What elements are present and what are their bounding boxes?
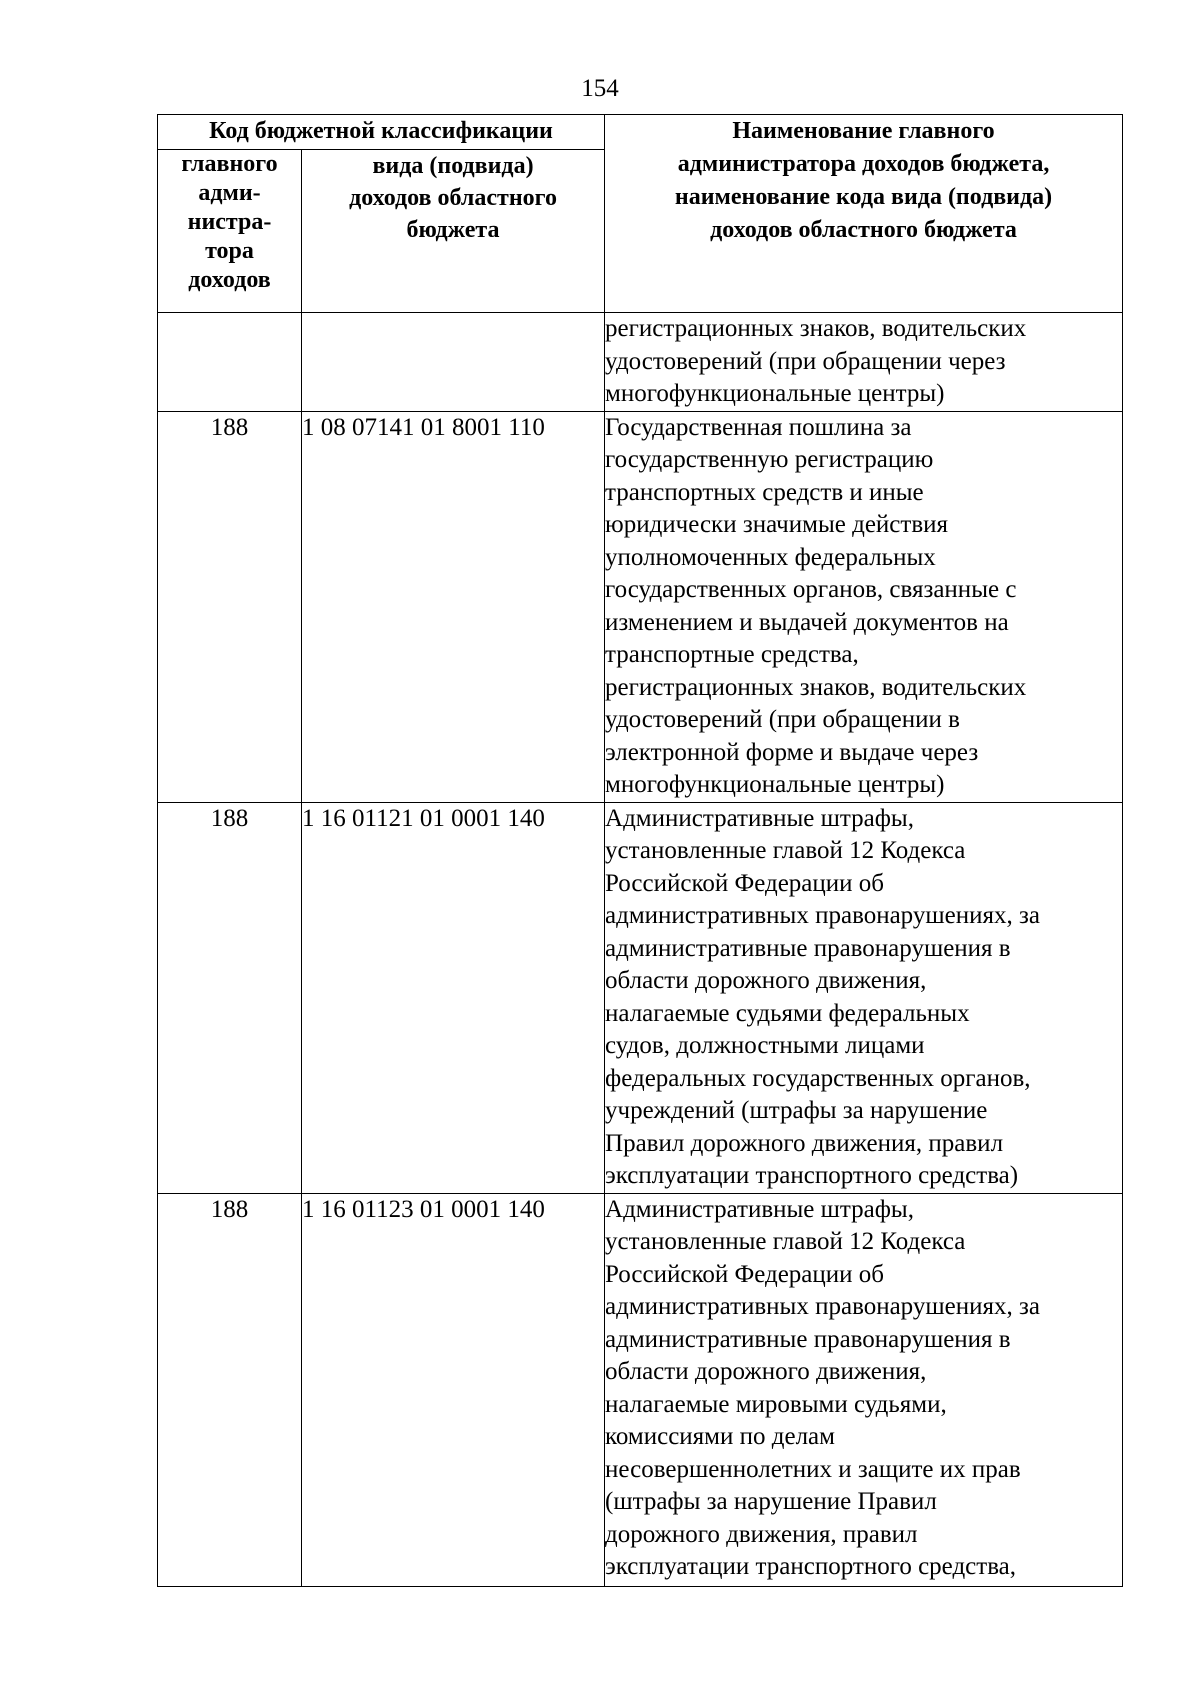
revenue-name-line: Российской Федерации об (605, 1260, 885, 1288)
revenue-name-line: транспортные средства, (605, 641, 859, 668)
table-row (158, 1193, 1123, 1586)
revenue-name-line: дорожного движения, правил (605, 1520, 918, 1548)
revenue-name-line: электронной форме и выдаче через (605, 738, 979, 766)
revenue-name-line: области дорожного движения, (605, 967, 927, 994)
revenue-name-line: судов, должностными лицами (605, 1032, 925, 1059)
revenue-name-line: юридически значимые действия (605, 511, 948, 538)
revenue-code-cell: 1 08 07141 01 8001 110 (302, 411, 605, 802)
revenue-name-line: удостоверений (при обращении в (605, 706, 960, 733)
revenue-name-line: многофункциональные центры) (605, 380, 945, 407)
header-admin-line: тора (205, 238, 254, 264)
revenue-name-line: административные правонарушения в (605, 1325, 1011, 1353)
revenue-name-line: эксплуатации транспортного средства) (605, 1162, 1019, 1189)
revenue-name-line: установленные главой 12 Кодекса (605, 1228, 966, 1255)
table-row (158, 802, 1123, 1193)
revenue-code-cell: 1 16 01123 01 0001 140 (302, 1193, 605, 1586)
table-header (158, 115, 1123, 313)
header-name-line: Наименование главного (732, 118, 995, 144)
revenue-name-line: (штрафы за нарушение Правил (605, 1488, 937, 1515)
page-number: 154 (581, 75, 619, 102)
revenue-name-line: государственную регистрацию (605, 446, 934, 473)
revenue-name-line: уполномоченных федеральных (605, 543, 936, 571)
revenue-code-cell: 1 16 01121 01 0001 140 (302, 802, 605, 1193)
revenue-name-line: удостоверений (при обращении через (605, 347, 1006, 375)
header-name-line: администратора доходов бюджета, (677, 151, 1050, 177)
admin-code-cell: 188 (158, 1193, 302, 1586)
revenue-name-line: регистрационных знаков, водительских (605, 673, 1027, 701)
header-admin-line: нистра- (187, 209, 272, 235)
revenue-name-line: административных правонарушениях, за (605, 902, 1040, 929)
header-name-line: наименование кода вида (подвида) (674, 184, 1053, 210)
table-row (158, 313, 1123, 412)
revenue-name-line: изменением и выдачей документов на (605, 608, 1009, 636)
revenue-name-line: административных правонарушениях, за (605, 1293, 1040, 1320)
revenue-name-line: установленные главой 12 Кодекса (605, 837, 966, 864)
table-body (158, 313, 1123, 1587)
header-code-line: доходов областного (349, 185, 557, 211)
revenue-name-line: Российской Федерации об (605, 869, 885, 897)
header-code-line: бюджета (406, 217, 500, 243)
revenue-name-cell (605, 1193, 1123, 1586)
header-name-column (605, 115, 1123, 313)
header-kbk-group: Код бюджетной классификации (158, 115, 605, 150)
admin-code-cell: 188 (158, 411, 302, 802)
revenue-name-line: многофункциональные центры) (605, 771, 945, 798)
revenue-name-cell (605, 802, 1123, 1193)
revenue-name-line: государственных органов, связанные с (605, 576, 1017, 603)
revenue-name-line: Правил дорожного движения, правил (605, 1129, 1004, 1157)
budget-classification-table (157, 114, 1123, 1587)
revenue-name-cell (605, 411, 1123, 802)
header-name-line: доходов областного бюджета (710, 217, 1017, 243)
admin-code-cell: 188 (158, 802, 302, 1193)
revenue-code-cell (302, 313, 605, 412)
header-admin-line: главного (181, 151, 278, 177)
revenue-name-line: эксплуатации транспортного средства, (605, 1553, 1017, 1580)
revenue-name-line: Государственная пошлина за (605, 413, 912, 441)
revenue-name-line: несовершеннолетних и защите их прав (605, 1455, 1021, 1483)
header-admin-line: адми- (198, 180, 261, 206)
header-admin-line: доходов (188, 267, 271, 293)
revenue-name-line: административные правонарушения в (605, 934, 1011, 962)
table-row (158, 411, 1123, 802)
revenue-name-line: федеральных государственных органов, (605, 1064, 1031, 1092)
revenue-name-cell (605, 313, 1123, 412)
revenue-name-line: транспортных средств и иные (605, 478, 924, 506)
revenue-name-line: области дорожного движения, (605, 1358, 927, 1385)
revenue-name-line: учреждений (штрафы за нарушение (605, 1097, 988, 1124)
revenue-name-line: Административные штрафы, (605, 1195, 914, 1223)
revenue-name-line: Административные штрафы, (605, 804, 914, 832)
revenue-name-line: налагаемые мировыми судьями, (605, 1390, 947, 1418)
revenue-name-line: налагаемые судьями федеральных (605, 999, 970, 1027)
revenue-name-line: регистрационных знаков, водительских (605, 315, 1027, 342)
header-code-line: вида (подвида) (372, 153, 534, 179)
header-code-column (302, 150, 605, 313)
header-admin-column (158, 150, 302, 313)
admin-code-cell (158, 313, 302, 412)
revenue-name-line: комиссиями по делам (605, 1423, 835, 1450)
